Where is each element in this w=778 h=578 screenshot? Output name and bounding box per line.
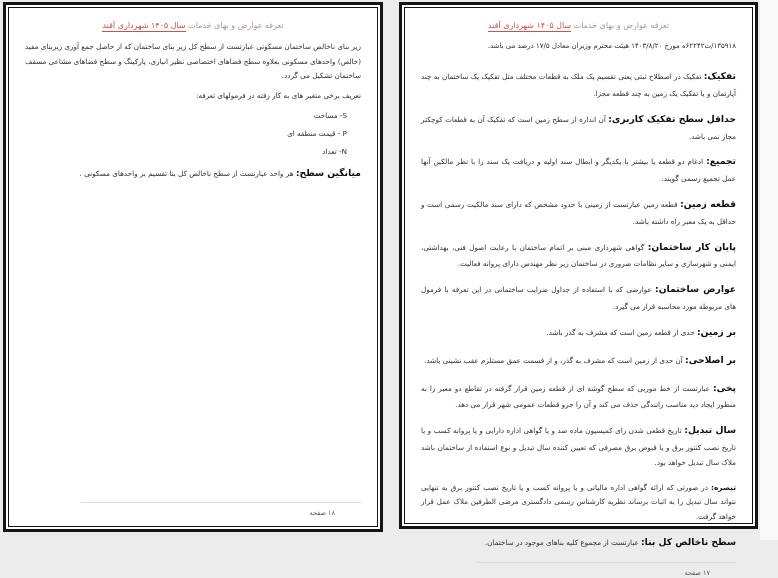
document-page-17[interactable] — [399, 2, 758, 577]
definition-section — [421, 380, 736, 414]
decree-line: ۱۳۵۹۱۸/ت۶۲۲۴۲ه مورخ ۱۴۰۳/۸/۲۰ هیئت محترم وزیران معادل ۱۷/۵ درصد می باشد. — [487, 41, 736, 50]
page-number: ۱۷ صفحه — [684, 568, 710, 577]
definition-section — [421, 153, 736, 187]
term-label: پخی: — [712, 382, 736, 394]
term-label: بر زمین: — [696, 326, 736, 338]
page-title — [25, 20, 361, 33]
page-footer — [421, 562, 736, 578]
page-number: ۱۸ صفحه — [309, 508, 335, 517]
title-prefix: تعرفه عوارض و بهای خدمات — [188, 21, 284, 30]
document-page-18[interactable] — [3, 2, 383, 532]
term-label: سال تبدیل: — [684, 425, 736, 437]
intro-paragraph: زیر بنای ناخالص ساختمان مسکونی عبارتست از سطح کل زیر بنای ساختمان که از حاصل جمع آوری زیربنای مفید (خالص) واحدهای مسکونی بعلاوه سطح فضاهای اختصاصی نظیر انباری، پارکینگ و سطح فضاهای مشاعی مسقف ساختمان تشکیل می گردد. — [25, 41, 361, 81]
definition-section — [421, 534, 736, 553]
variable-item: N- تعداد — [322, 147, 347, 157]
definition-text: گواهی شهرداری مبنی بر اتمام ساختمان با رعایت اصول فنی، بهداشتی، ایمنی و شهرسازی و سایر نظامات ضروری در ساختمان زیر نظر مهندس دارای پروانه فعالیت. — [421, 242, 736, 269]
definition-section-note — [421, 480, 736, 525]
term-label: حداقل سطح تفکیک کاربری: — [608, 113, 736, 125]
footer-divider — [477, 562, 736, 563]
definition-section — [421, 68, 736, 102]
definition-section — [421, 422, 736, 470]
viewer-right-margin — [760, 0, 778, 540]
variable-item: P - قیمت منطقه ای — [287, 129, 347, 139]
page-18-inner-border — [8, 7, 378, 527]
definition-text: عوارضی که با استفاده از جداول ضرایب ساختمانی در این تعرفه با فرمول های مربوطه مورد محاسبه قرار می گیرد. — [421, 285, 736, 312]
definition-section — [421, 324, 736, 343]
title-highlight: سال ۱۴۰۵ شهرداری آقند — [102, 21, 186, 30]
term-label: تبصره: — [710, 482, 736, 492]
definition-text: هر واحد عبارتست از سطح ناخالص کل بنا تقسیم بر واحدهای مسکونی . — [79, 168, 294, 178]
page-footer — [25, 502, 361, 518]
definition-section — [421, 239, 736, 273]
definition-text: ادغام دو قطعه یا بیشتر با یکدیگر و ابطال سند اولیه و دریافت یک سند را با نظر مالکین آنها عمل تجمیع رسمی گویند. — [421, 157, 736, 184]
definition-text: عبارتست از مجموع کلیه بناهای موجود در ساختمان. — [484, 537, 639, 547]
definition-text: آن اندازه از سطح زمین است که تفکیک آن به قطعات کوچکتر مجاز نمی باشد. — [421, 114, 736, 141]
term-label: تجمیع: — [706, 156, 736, 168]
term-label: سطح ناخالص کل بنا: — [640, 536, 736, 548]
term-label: قطعه زمین: — [680, 198, 736, 210]
page-title — [421, 20, 736, 33]
definition-section — [421, 281, 736, 315]
term-label: میانگین سطح: — [295, 167, 361, 179]
term-label: عوارض ساختمان: — [655, 284, 736, 296]
definitions-list — [421, 68, 736, 562]
title-highlight: سال ۱۴۰۵ شهرداری آقند — [487, 21, 572, 30]
term-label: پایان کار ساختمان: — [647, 241, 736, 253]
definition-text: تاریخ قطعی شدن رای کمیسیون ماده صد و یا گواهی اداره دارایی و یا پروانه کسب و یا تاریخ نصب کنتور برق و یا قبوض برق مصرفی که تعیین کننده سال تبدیل و نوع استفاده از ساختمان باشد ملاک سال تبدیل خواهد بود. — [421, 426, 736, 467]
variables-caption: تعریف برخی متغیر های به کار رفته در فرمولهای تعرفه: — [195, 91, 361, 101]
definition-text: در صورتی که ارائه گواهی اداره مالیاتی و یا پروانه کسب و یا تاریخ نصب کنتور برق به تنهایی نتواند سال تبدیل را به اثبات برساند نظریه کارشناس رسمی دادگستری مرضی الطرفین ملاک عمل قرار خواهد گرفت. — [421, 482, 736, 522]
definition-text: حدی از قطعه زمین است که مشرف به گذر باشد. — [546, 327, 695, 337]
definition-section — [421, 352, 736, 371]
term-label: بر اصلاحی: — [685, 354, 736, 366]
title-prefix: تعرفه عوارض و بهای خدمات — [573, 21, 670, 30]
definition-section — [421, 196, 736, 230]
definition-text: عبارتست از خط موربی که سطح گوشه ای از قطعه زمین قرار گرفته در تقاطع دو معبر را به منظور ایجاد دید مناسب رانندگی حذف می کند و آن را جزو قطعات عمومی شهر قرار می دهد. — [421, 383, 736, 410]
term-label: تفکیک: — [703, 71, 736, 83]
footer-divider — [81, 502, 361, 503]
definition-section — [421, 111, 736, 145]
definition-text: قطعه زمین عبارتست از زمینی با حدود مشخص که دارای سند مالکیت رسمی است و حداقل به یک معبر راه داشته باشد. — [421, 199, 736, 226]
definition-text: تفکیک در اصطلاح ثبتی یعنی تقسیم یک ملک به قطعات مختلف مثل تفکیک یک ساختمان به چند آپارتمان و یا تفکیک یک زمین به چند قطعه مجزا. — [421, 72, 736, 98]
page-17-inner-border — [404, 7, 753, 577]
definition-text: آن حدی از زمین است که مشرف به گذر، و از قسمت عمق مستلزم عقب نشینی باشد. — [424, 355, 683, 365]
definition-section — [25, 165, 361, 184]
variable-item: S- مساحت — [313, 110, 347, 120]
